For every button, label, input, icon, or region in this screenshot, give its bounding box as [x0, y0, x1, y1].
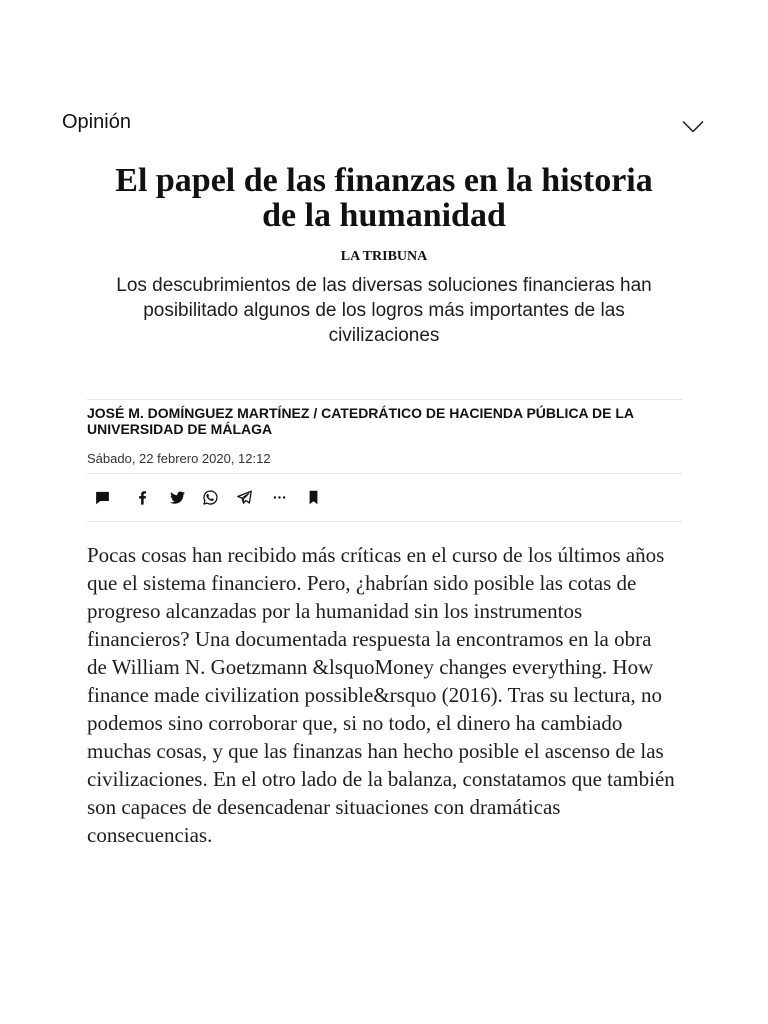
article-body [87, 541, 682, 849]
article-date: Sábado, 22 febrero 2020, 12:12 [87, 451, 271, 466]
body-line: financieros? Una documentada respuesta la encontramos en la obra [87, 627, 652, 651]
twitter-icon [169, 489, 186, 506]
share-whatsapp-button[interactable] [200, 487, 220, 507]
telegram-icon [236, 489, 253, 506]
chevron-down-icon [682, 120, 704, 133]
divider [87, 521, 682, 522]
body-line: consecuencias. [87, 823, 213, 847]
more-options-icon [271, 489, 288, 506]
divider [87, 473, 682, 474]
divider [87, 399, 682, 400]
body-line: muchas cosas, y que las finanzas han hecho posible el ascenso de las [87, 739, 664, 763]
bookmark-button[interactable] [303, 487, 323, 507]
article-title: El papel de las finanzas en la historia de la humanidad [115, 162, 653, 234]
share-facebook-button[interactable] [132, 487, 152, 507]
menu-toggle-button[interactable] [680, 116, 706, 136]
more-options-button[interactable] [269, 487, 289, 507]
bookmark-icon [305, 489, 322, 506]
body-line: podemos sino corroborar que, si no todo, el dinero ha cambiado [87, 711, 623, 735]
article-kicker: LA TRIBUNA [340, 249, 428, 264]
facebook-icon [134, 489, 151, 506]
body-line: que el sistema financiero. Pero, ¿habrían sido posible las cotas de [87, 571, 637, 595]
body-line: son capaces de desencadenar situaciones con dramáticas [87, 795, 561, 819]
section-label-opinion[interactable]: Opinión [62, 111, 131, 133]
article-subtitle: Los descubrimientos de las diversas soluciones financieras han posibilitado algunos de los logros más importantes de las civilizaciones [116, 275, 652, 346]
article-author: JOSÉ M. DOMÍNGUEZ MARTÍNEZ / CATEDRÁTICO DE HACIENDA PÚBLICA DE LA UNIVERSIDAD DE MÁLAGA [87, 405, 634, 437]
comment-icon [94, 489, 111, 506]
body-line: Pocas cosas han recibido más críticas en el curso de los últimos años [87, 543, 665, 567]
comment-button[interactable] [92, 487, 112, 507]
whatsapp-icon [202, 489, 219, 506]
body-line: finance made civilization possible&rsquo (2016). Tras su lectura, no [87, 683, 663, 707]
body-line: civilizaciones. En el otro lado de la balanza, constatamos que también [87, 767, 675, 791]
body-line: de William N. Goetzmann &lsquoMoney changes everything. How [87, 655, 654, 679]
body-line: progreso alcanzadas por la humanidad sin los instrumentos [87, 599, 583, 623]
share-telegram-button[interactable] [234, 487, 254, 507]
share-twitter-button[interactable] [167, 487, 187, 507]
